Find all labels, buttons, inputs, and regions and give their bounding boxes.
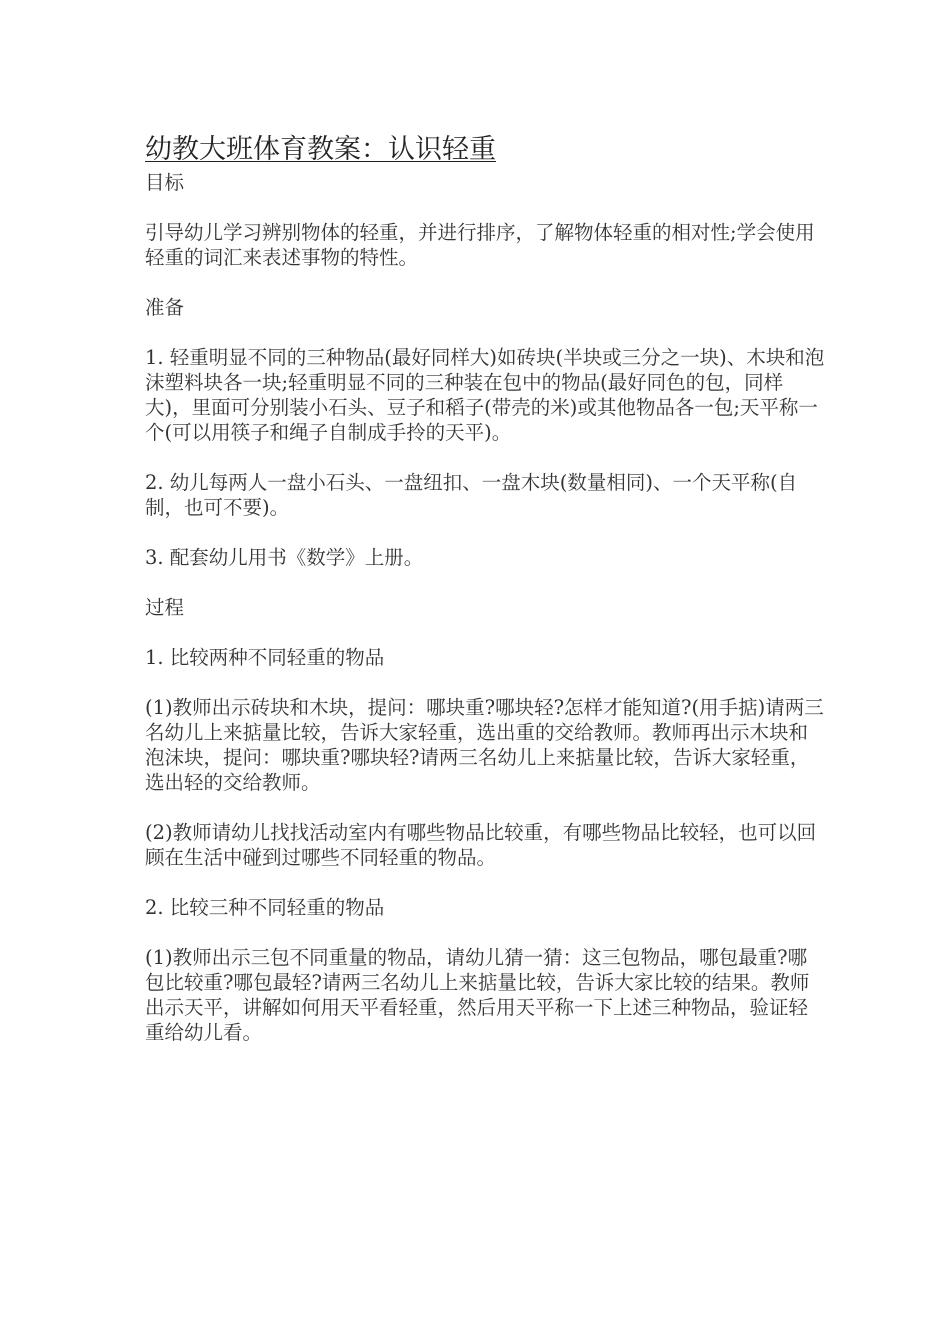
paragraph-compare-two-2: (2)教师请幼儿找找活动室内有哪些物品比较重，有哪些物品比较轻，也可以回顾在生活中碰到过哪些不同轻重的物品。 <box>145 821 817 869</box>
paragraph-compare-three-1: (1)教师出示三包不同重量的物品，请幼儿猜一猜：这三包物品，哪包最重?哪包比较重?哪包最轻?请两三名幼儿上来掂量比较，告诉大家比较的结果。教师出示天平，讲解如何用天平看轻重，然后用天平称一下上述三种物品，验证轻重给幼儿看。 <box>145 946 810 1044</box>
subheading-compare-two: 1. 比较两种不同轻重的物品 <box>145 646 385 669</box>
section-heading-process: 过程 <box>145 596 185 619</box>
section-heading-preparation: 准备 <box>145 296 185 319</box>
subheading-compare-three: 2. 比较三种不同轻重的物品 <box>145 896 385 919</box>
paragraph-compare-two-1: (1)教师出示砖块和木块，提问：哪块重?哪块轻?怎样才能知道?(用手掂)请两三名幼儿上来掂量比较，告诉大家轻重，选出重的交给教师。教师再出示木块和泡沫块，提问：哪块重?哪块轻?请两三名幼儿上来掂量比较，告诉大家轻重，选出轻的交给教师。 <box>145 696 824 794</box>
section-heading-goal: 目标 <box>145 171 185 194</box>
paragraph-preparation-2: 2. 幼儿每两人一盘小石头、一盘纽扣、一盘木块(数量相同)、一个天平称(自制，也可不要)。 <box>145 471 798 519</box>
paragraph-preparation-1: 1. 轻重明显不同的三种物品(最好同样大)如砖块(半块或三分之一块)、木块和泡沫塑料块各一块;轻重明显不同的三种装在包中的物品(最好同色的包，同样大)，里面可分别装小石头、豆子和稻子(带壳的米)或其他物品各一包;天平称一个(可以用筷子和绳子自制成手拎的天平)。 <box>145 346 825 444</box>
paragraph-goal-text: 引导幼儿学习辨别物体的轻重，并进行排序，了解物体轻重的相对性;学会使用轻重的词汇来表述事物的特性。 <box>145 221 815 269</box>
document-title: 幼教大班体育教案：认识轻重 <box>145 134 496 165</box>
paragraph-preparation-3: 3. 配套幼儿用书《数学》上册。 <box>145 546 424 569</box>
document-page <box>145 130 825 1070</box>
